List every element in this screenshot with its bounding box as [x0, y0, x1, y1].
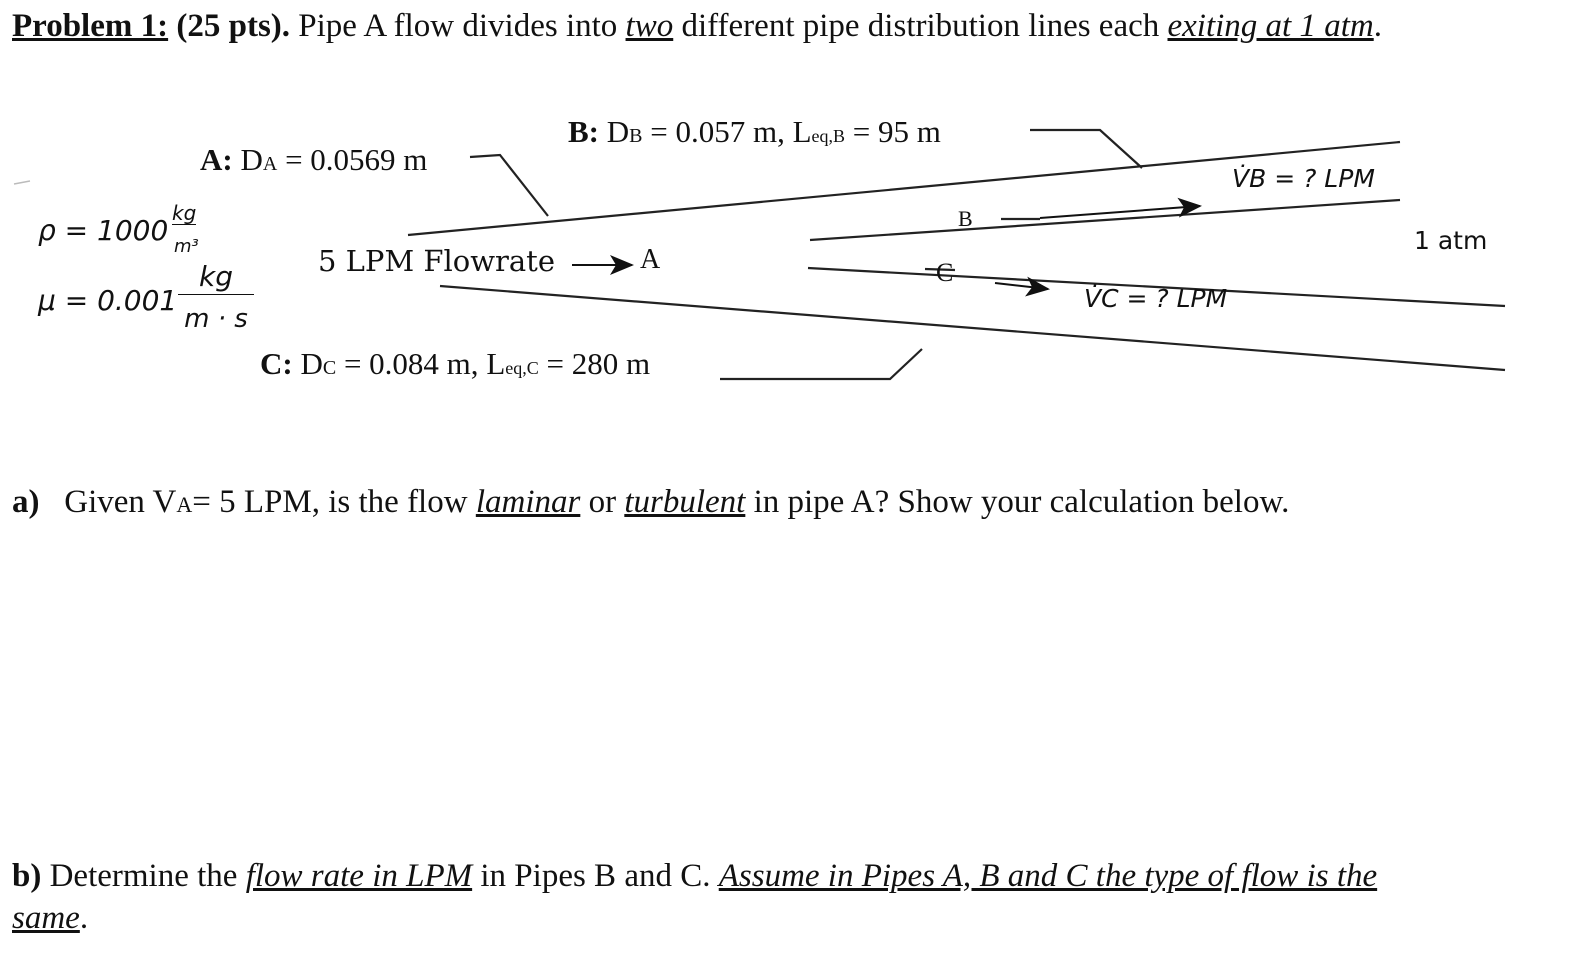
pipe-c-l-symbol: L — [486, 346, 506, 381]
part-b-text-2: in Pipes B and C. — [480, 858, 711, 894]
pipe-b-diameter: = 0.057 m, — [650, 114, 785, 149]
branch-c-label: C — [936, 258, 954, 287]
pipe-c-label — [260, 346, 650, 382]
part-b-question-line-1 — [12, 858, 1377, 895]
scan-mark — [14, 181, 30, 184]
part-a-text-1: Given V — [64, 484, 177, 520]
part-a-label: a) — [12, 484, 40, 520]
pipe-c-l-sub: eq,C — [505, 358, 539, 378]
part-a-sub: A — [176, 492, 193, 517]
flowrate-label: 5 LPM Flowrate — [318, 244, 555, 278]
part-b-text-3: . — [79, 900, 89, 936]
pipe-b-label — [568, 114, 941, 150]
pipe-a-d-sub: A — [262, 153, 278, 175]
part-a-turbulent: turbulent — [624, 484, 746, 520]
pipe-a-d-symbol: D — [240, 142, 263, 177]
problem-label: Problem 1: — [12, 8, 169, 44]
viscosity-unit-num: kg — [178, 260, 254, 295]
part-b-flow-rate: flow rate in LPM — [245, 858, 473, 894]
pipe-b-l-symbol: L — [792, 114, 812, 149]
pipe-a-label — [200, 142, 427, 178]
pipe-b-lower-wall — [810, 200, 1400, 240]
vc-unknown: V̇C = ? LPM — [1084, 284, 1228, 313]
viscosity-unit-den: m · s — [184, 304, 248, 334]
density-unit-den: m³ — [174, 236, 199, 257]
pipe-b-prefix: B: — [568, 114, 599, 149]
part-b-question-line-2 — [12, 900, 88, 937]
pipe-a-leader — [470, 155, 548, 216]
density-label — [38, 214, 168, 247]
problem-text-1: Pipe A flow divides into — [298, 8, 618, 44]
density-value: ρ = 1000 — [38, 214, 169, 247]
problem-text-3: . — [1373, 8, 1382, 44]
part-a-text-4: in pipe A? Show your calculation below. — [753, 484, 1290, 520]
pipe-b-d-symbol: D — [606, 114, 630, 149]
vb-unknown: V̇B = ? LPM — [1232, 164, 1375, 193]
part-a-question — [12, 484, 1289, 521]
pipe-c-d-sub: C — [322, 357, 337, 379]
branch-b-label: B — [958, 206, 973, 231]
density-unit-num: kg — [172, 201, 197, 225]
pipe-b-length: = 95 m — [852, 114, 941, 149]
pipe-b-leader — [1030, 130, 1142, 168]
outlet-pressure: 1 atm — [1414, 226, 1488, 255]
part-b-text-1: Determine the — [49, 858, 238, 894]
pipe-c-d-symbol: D — [300, 346, 323, 381]
viscosity-value: μ = 0.001 — [38, 284, 178, 317]
part-a-laminar: laminar — [475, 484, 581, 520]
part-a-text-2: = 5 LPM, is the flow — [192, 484, 468, 520]
viscosity-label — [38, 284, 177, 317]
problem-points: (25 pts). — [176, 8, 291, 44]
pipe-b-l-sub: eq,B — [811, 126, 846, 146]
branch-a-label: A — [640, 244, 661, 275]
pipe-c-diameter: = 0.084 m, — [343, 346, 479, 381]
flow-arrow-c — [995, 283, 1048, 289]
problem-emph-two: two — [625, 8, 674, 44]
part-b-label: b) — [12, 858, 42, 894]
pipe-a-prefix: A: — [200, 142, 233, 177]
problem-emph-exit: exiting at 1 atm — [1167, 8, 1374, 44]
part-b-assume-2: same — [12, 900, 80, 936]
part-b-assume-1: Assume in Pipes A, B and C the type of flow is the — [718, 858, 1378, 894]
pipe-c-prefix: C: — [260, 346, 293, 381]
problem-text-2: different pipe distribution lines each — [681, 8, 1160, 44]
pipe-b-d-sub: B — [629, 125, 643, 147]
pipe-a-diameter: = 0.0569 m — [285, 142, 428, 177]
part-a-text-3: or — [588, 484, 617, 520]
pipe-c-leader — [720, 349, 922, 379]
pipe-c-length: = 280 m — [546, 346, 651, 381]
